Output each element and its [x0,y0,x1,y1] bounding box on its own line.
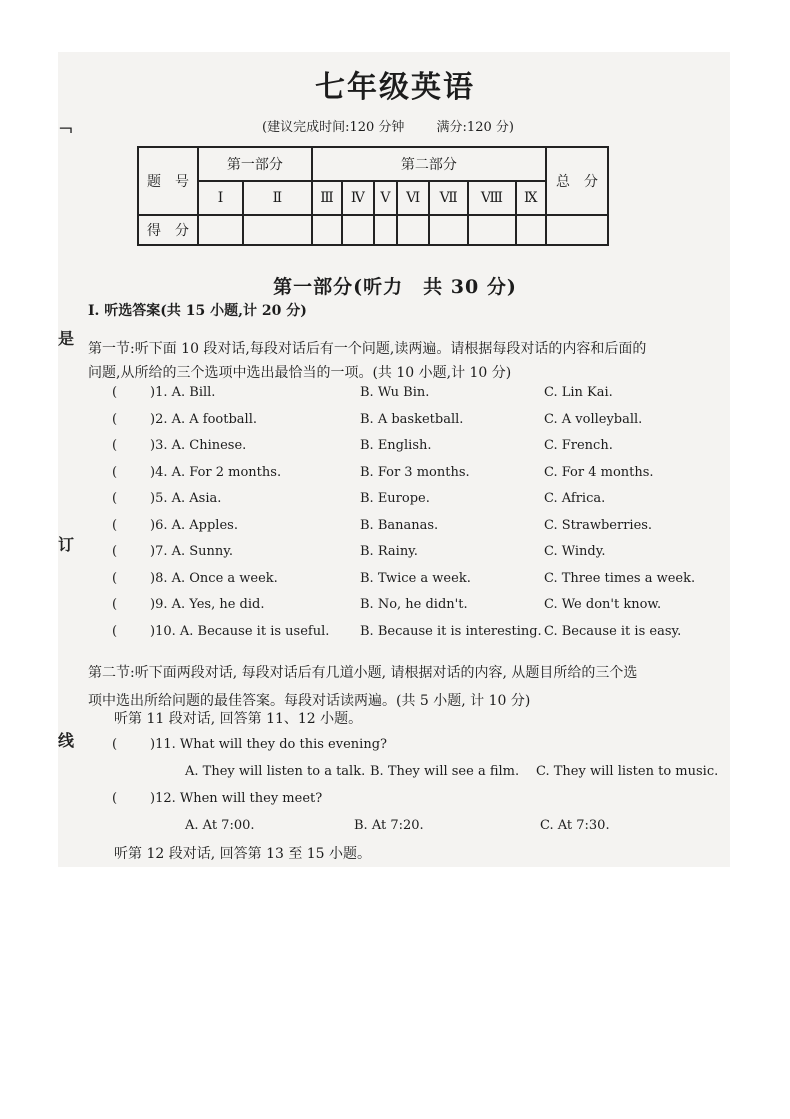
question-text: )12. When will they meet? [150,791,323,806]
question-11 [112,737,712,759]
option-b: B. Europe. [360,491,430,506]
option-a: A. They will listen to a talk. [185,764,366,779]
answer-paren[interactable]: ( [112,544,118,559]
option-c: C. For 4 months. [544,464,654,480]
margin-char-ding: 订 [58,535,75,554]
answer-paren[interactable]: ( [112,623,118,639]
roman-1: Ⅰ [198,181,243,215]
option-b: B. At 7:20. [354,818,424,833]
option-c: C. We don't know. [544,597,662,612]
question-row [112,518,712,540]
header-total: 总 分 [546,147,608,215]
option-b: B. A basketball. [360,411,464,427]
roman-8: Ⅷ [468,181,515,215]
question-row [112,438,712,460]
option-a: )10. A. Because it is useful. [150,623,330,639]
question-row [112,571,712,593]
section2-instruction-1: 第二节:听下面两段对话, 每段对话后有几道小题, 请根据对话的内容, 从题目所给的三个选 [88,665,638,681]
score-cell[interactable] [312,215,342,245]
score-cell[interactable] [516,215,547,245]
option-b: B. Rainy. [360,544,418,559]
answer-paren[interactable]: ( [112,385,118,400]
option-a: )4. A. For 2 months. [150,464,282,480]
question-row [112,385,712,407]
question-row [112,597,712,619]
question-row [112,491,712,513]
option-b: B. For 3 months. [360,464,470,480]
answer-paren[interactable]: ( [112,438,118,453]
score-cell[interactable] [198,215,243,245]
option-a: )3. A. Chinese. [150,438,247,453]
listen-dialog-11: 听第 11 段对话, 回答第 11、12 小题。 [114,711,363,727]
answer-paren[interactable]: ( [112,517,118,533]
question-row [112,412,712,434]
answer-paren[interactable]: ( [112,491,118,506]
option-c: C. At 7:30. [540,818,610,833]
roman-5: Ⅴ [374,181,398,215]
option-c: C. Strawberries. [544,517,653,533]
option-b: B. Twice a week. [360,570,471,586]
question-12 [112,791,712,813]
roman-4: Ⅳ [342,181,373,215]
option-b: B. Because it is interesting. [360,623,542,639]
option-c: C. Because it is easy. [544,623,682,639]
roman-9: Ⅸ [516,181,547,215]
option-c: C. Three times a week. [544,570,696,586]
margin-char-shi: 是 [58,329,75,348]
part1-title: 第一部分(听力 共 30 分) [273,276,517,298]
section1-heading: Ⅰ. 听选答案(共 15 小题,计 20 分) [88,303,307,319]
score-cell[interactable] [468,215,515,245]
margin-char-xian: 线 [58,731,75,750]
option-a: )1. A. Bill. [150,385,216,400]
option-a: )8. A. Once a week. [150,570,278,586]
answer-paren[interactable]: ( [112,411,118,427]
question-text: )11. What will they do this evening? [150,737,387,752]
option-b: B. English. [360,438,432,453]
option-a: )9. A. Yes, he did. [150,597,265,612]
question-row [112,465,712,487]
option-b: B. Wu Bin. [360,385,430,400]
option-b: B. Bananas. [360,517,439,533]
exam-subtitle [262,116,542,135]
roman-3: Ⅲ [312,181,342,215]
answer-paren[interactable]: ( [112,570,118,586]
option-b: B. They will see a film. [370,764,520,779]
option-a: )7. A. Sunny. [150,544,234,559]
option-c: C. Lin Kai. [544,385,613,400]
score-table [137,146,609,246]
option-c: C. Africa. [544,491,606,506]
score-cell[interactable] [397,215,429,245]
option-b: B. No, he didn't. [360,597,468,612]
option-a: A. At 7:00. [185,818,255,833]
listen-dialog-12: 听第 12 段对话, 回答第 13 至 15 小题。 [114,846,372,862]
option-c: C. They will listen to music. [536,764,719,779]
question-row [112,544,712,566]
answer-paren[interactable]: ( [112,597,118,612]
option-c: C. Windy. [544,544,606,559]
option-a: )2. A. A football. [150,411,257,427]
roman-6: Ⅵ [397,181,429,215]
margin-mark: ￢ [58,121,75,140]
section2-instruction-2: 项中选出所给问题的最佳答案。每段对话读两遍。(共 5 小题, 计 10 分) [88,693,531,709]
answer-paren[interactable]: ( [112,791,118,806]
score-cell[interactable] [429,215,468,245]
option-a: )5. A. Asia. [150,491,222,506]
option-a: )6. A. Apples. [150,517,238,533]
score-cell[interactable] [374,215,398,245]
score-cell[interactable] [243,215,312,245]
row-label-score: 得 分 [138,215,198,245]
full-score-note: 满分:120 分) [436,120,514,135]
exam-title: 七年级英语 [315,70,475,105]
score-cell[interactable] [342,215,373,245]
question-row [112,624,712,646]
section1-instruction-2: 问题,从所给的三个选项中选出最恰当的一项。(共 10 小题,计 10 分) [88,365,512,381]
answer-paren[interactable]: ( [112,464,118,480]
total-score-cell[interactable] [546,215,608,245]
option-c: C. French. [544,438,613,453]
roman-7: Ⅶ [429,181,468,215]
roman-2: Ⅱ [243,181,312,215]
time-note: (建议完成时间:120 分钟 [262,120,405,135]
row-label-question: 题 号 [138,147,198,215]
header-part2: 第二部分 [312,147,546,181]
header-part1: 第一部分 [198,147,312,181]
section1-instruction-1: 第一节:听下面 10 段对话,每段对话后有一个问题,读两遍。请根据每段对话的内容和后面的 [88,341,647,357]
option-c: C. A volleyball. [544,411,643,427]
answer-paren[interactable]: ( [112,737,118,752]
